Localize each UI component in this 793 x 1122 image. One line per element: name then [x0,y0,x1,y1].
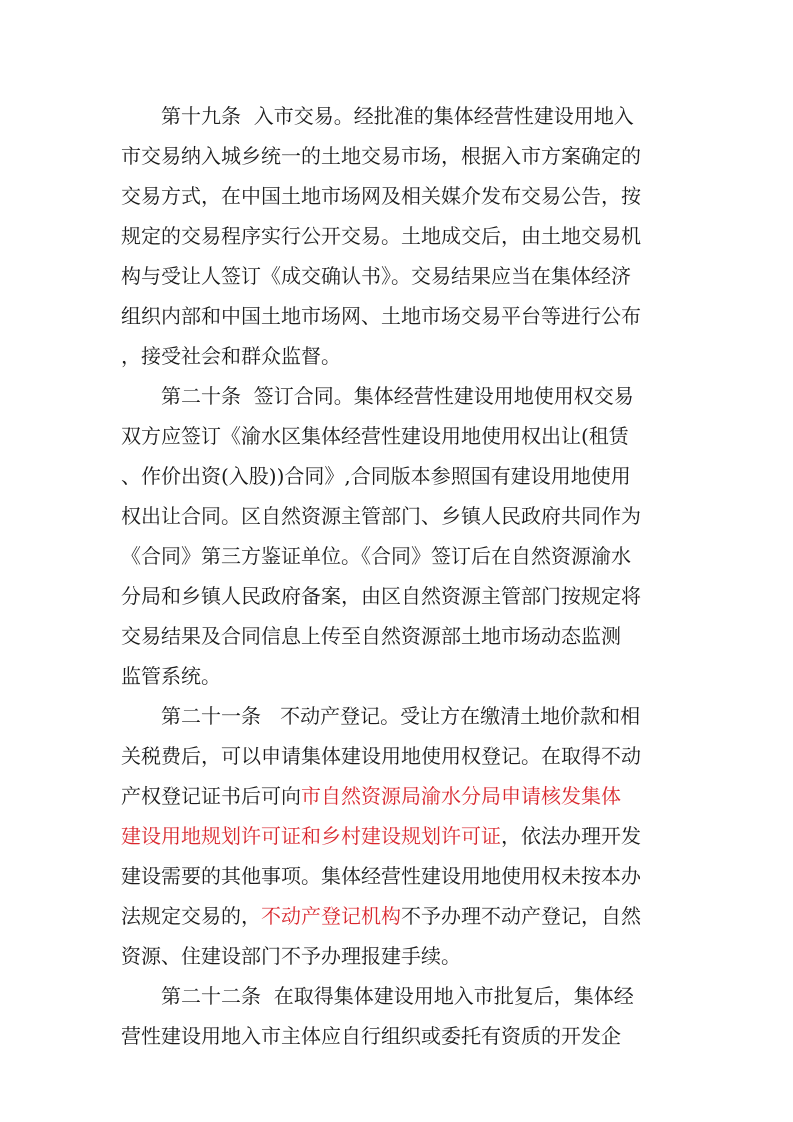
text-line: 、作价出资(入股))合同》,合同版本参照国有建设用地使用 [121,464,631,488]
text-line: 法规定交易的，不动产登记机构不予办理不动产登记，自然 [121,904,641,928]
highlighted-text: 不动产登记机构 [261,904,401,928]
text-line: 资源、住建设部门不予办理报建手续。 [121,944,461,968]
text-line: 监管系统。 [121,664,221,688]
text-line: 建设需要的其他事项。集体经营性建设用地使用权未按本办 [121,864,641,888]
text-line: 产权登记证书后可向市自然资源局渝水分局申请核发集体 [121,784,621,808]
text-line: 第二十条 签订合同。集体经营性建设用地使用权交易 [121,384,634,408]
text-line: 交易方式，在中国土地市场网及相关媒介发布交易公告，按 [121,184,641,208]
text-line: 权出让合同。区自然资源主管部门、乡镇人民政府共同作为 [121,504,641,528]
highlighted-text: 建设用地规划许可证和乡村建设规划许可证 [121,824,501,848]
text-line: 构与受让人签订《成交确认书》。交易结果应当在集体经济 [121,264,631,288]
text-line: 双方应签订《渝水区集体经营性建设用地使用权出让(租赁 [121,424,629,448]
text-line: 分局和乡镇人民政府备案，由区自然资源主管部门按规定将 [121,584,641,608]
text-line: 第十九条 入市交易。经批准的集体经营性建设用地入 [121,104,634,128]
highlighted-text: 市自然资源局渝水分局申请核发集体 [301,784,621,808]
text-line: 市交易纳入城乡统一的土地交易市场，根据入市方案确定的 [121,144,641,168]
text-line: 交易结果及合同信息上传至自然资源部土地市场动态监测 [121,624,621,648]
text-line: 规定的交易程序实行公开交易。土地成交后，由土地交易机 [121,224,641,248]
text-line: 营性建设用地入市主体应自行组织或委托有资质的开发企 [121,1024,621,1048]
text-line: 第二十二条 在取得集体建设用地入市批复后，集体经 [121,984,634,1008]
text-line: ，接受社会和群众监督。 [121,344,341,368]
text-line: 第二十一条 不动产登记。受让方在缴清土地价款和相 [121,704,641,728]
text-line: 组织内部和中国土地市场网、土地市场交易平台等进行公布 [121,304,641,328]
text-line: 关税费后，可以申请集体建设用地使用权登记。在取得不动 [121,744,641,768]
text-line: 《合同》第三方鉴证单位。《合同》签订后在自然资源渝水 [121,544,631,568]
text-line: 建设用地规划许可证和乡村建设规划许可证，依法办理开发 [121,824,641,848]
